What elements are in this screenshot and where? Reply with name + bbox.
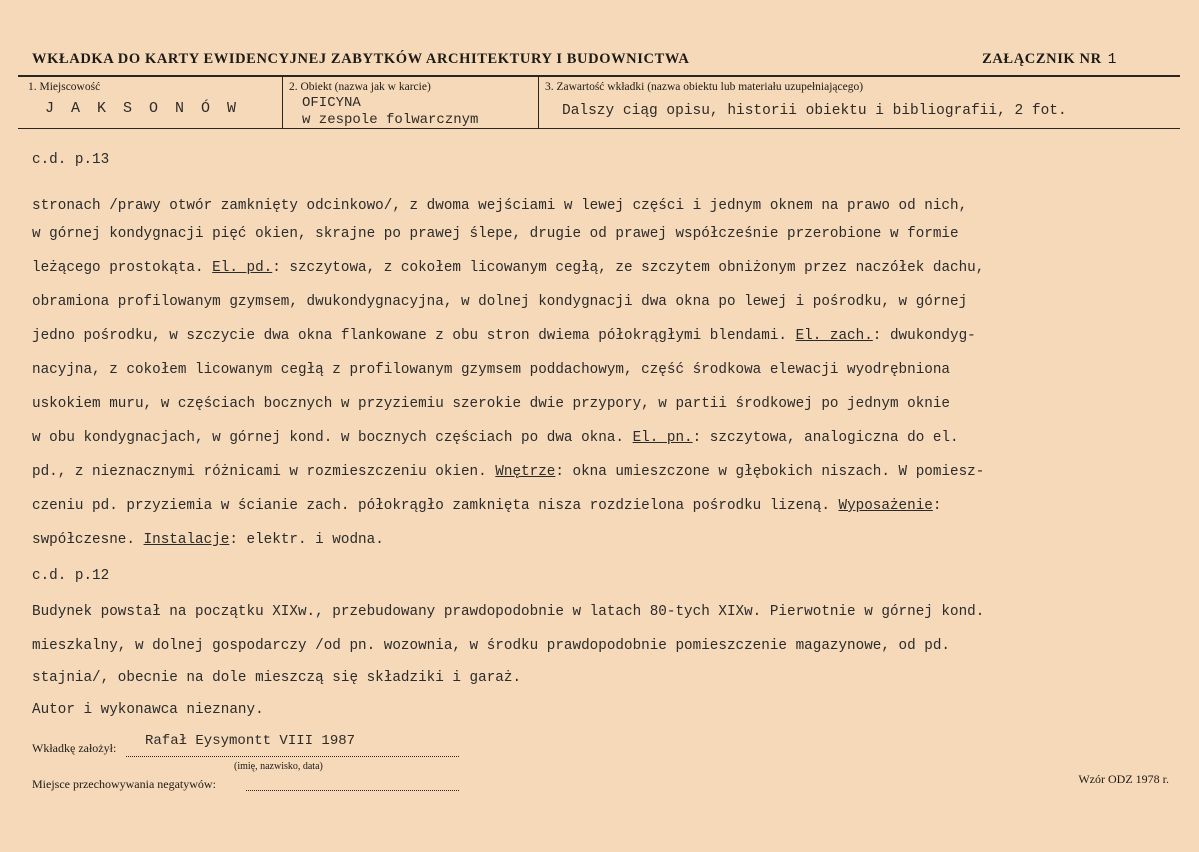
created-by-value: Rafał Eysymontt VIII 1987 — [145, 733, 356, 749]
annex-label: ZAŁĄCZNIK NR — [982, 51, 1102, 67]
text-line: Autor i wykonawca nieznany. — [32, 702, 264, 718]
header-rule-bottom — [18, 128, 1180, 129]
template-version: Wzór ODZ 1978 r. — [1078, 772, 1169, 786]
negatives-line — [246, 790, 459, 791]
object-value-2: w zespole folwarcznym — [302, 112, 479, 128]
place-value: J A K S O N Ó W — [45, 100, 241, 117]
text-line: leżącego prostokąta. El. pd.: szczytowa, z cokołem licowanym cegłą, ze szczytem obniżonym przez naczółek dachu, — [32, 260, 985, 276]
text-line: swpółczesne. Instalacje: elektr. i wodna. — [32, 532, 384, 548]
text-line: pd., z nieznacznymi różnicami w rozmieszczeniu okien. Wnętrze: okna umieszczone w głębokich niszach. W pomiesz- — [32, 464, 985, 480]
text-line: c.d. p.13 — [32, 152, 110, 168]
created-by-note: (imię, nazwisko, data) — [234, 761, 323, 772]
text-line: czeniu pd. przyziemia w ścianie zach. półokrągło zamknięta nisza rozdzielona pośrodku lizeną. Wyposażenie: — [32, 498, 942, 514]
text-line: stronach /prawy otwór zamknięty odcinkowo/, z dwoma wejściami w lewej części i jednym oknem na prawo od nich, — [32, 198, 968, 214]
text-line: mieszkalny, w dolnej gospodarczy /od pn. wozownia, w środku prawdopodobnie pomieszczenie magazynowe, od pd. — [32, 638, 951, 654]
annex-number — [982, 51, 1117, 68]
annex-value: 1 — [1107, 52, 1117, 68]
divider-2 — [538, 76, 539, 128]
underlined-heading: El. pn. — [632, 430, 693, 446]
card-title: WKŁADKA DO KARTY EWIDENCYJNEJ ZABYTKÓW ARCHITEKTURY I BUDOWNICTWA — [32, 51, 690, 67]
created-by-line — [126, 756, 459, 757]
text-line: obramiona profilowanym gzymsem, dwukondygnacyjna, w dolnej kondygnacji dwa okna po lewej i pośrodku, w górnej — [32, 294, 968, 310]
negatives-label: Miejsce przechowywania negatywów: — [32, 777, 216, 791]
object-label: 2. Obiekt (nazwa jak w karcie) — [289, 81, 431, 93]
place-label: 1. Miejscowość — [28, 81, 101, 93]
underlined-heading: El. pd. — [212, 260, 273, 276]
created-by-label: Wkładkę założył: — [32, 741, 117, 755]
underlined-heading: Wyposażenie — [838, 498, 933, 514]
underlined-heading: El. zach. — [795, 328, 873, 344]
content-label: 3. Zawartość wkładki (nazwa obiektu lub materiału uzupełniającego) — [545, 81, 864, 93]
content-value: Dalszy ciąg opisu, historii obiektu i bibliografii, 2 fot. — [562, 103, 1067, 119]
text-line: w górnej kondygnacji pięć okien, skrajne po prawej ślepe, drugie od prawej współcześnie przerobione w formie — [32, 226, 959, 242]
text-line: c.d. p.12 — [32, 568, 110, 584]
text-line: w obu kondygnacjach, w górnej kond. w bocznych częściach po dwa okna. El. pn.: szczytowa, analogiczna do el. — [32, 430, 959, 446]
text-line: stajnia/, obecnie na dole mieszczą się składziki i garaż. — [32, 670, 522, 686]
header-rule-top — [18, 75, 1180, 77]
text-line: jedno pośrodku, w szczycie dwa okna flankowane z obu stron dwiema półokrągłymi blendami. El. zach.: dwukondyg- — [32, 328, 976, 344]
underlined-heading: Instalacje — [143, 532, 230, 548]
text-line: Budynek powstał na początku XIXw., przebudowany prawdopodobnie w latach 80-tych XIXw. Pierwotnie w górnej kond. — [32, 604, 985, 620]
divider-1 — [282, 76, 283, 128]
object-value-1: OFICYNA — [302, 95, 361, 111]
underlined-heading: Wnętrze — [495, 464, 556, 480]
text-line: uskokiem muru, w częściach bocznych w przyziemiu szerokie dwie przypory, w partii środkowej po jednym oknie — [32, 396, 951, 412]
text-line: nacyjna, z cokołem licowanym cegłą z profilowanym gzymsem poddachowym, część środkowa elewacji wyodrębniona — [32, 362, 951, 378]
